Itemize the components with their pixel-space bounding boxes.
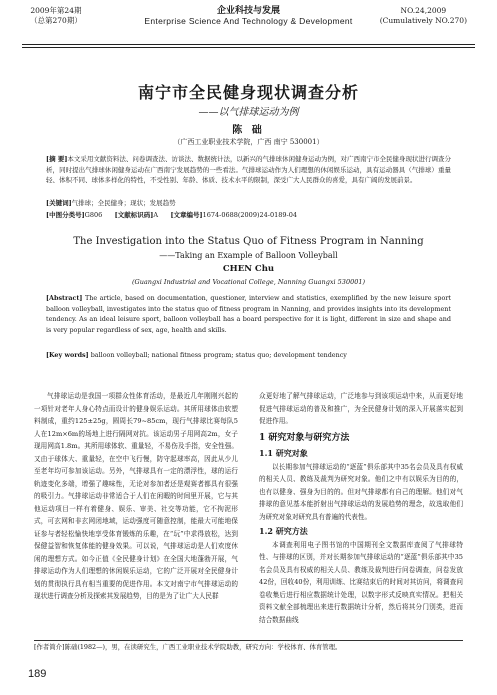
section-heading: 1 研究对象与研究方法	[259, 432, 350, 443]
abstract-text: 本文采用文献资料法、问卷调查法、访谈法、数据统计法，以新兴的气排球休闲健身运动为例，对广西南宁市全民健身现状进行调查分析，同时提出气排球休闲健身运动在广西南宁发展趋势的一些看法。气排球运动作为人们理想的休闲娱乐运动，具有运动器具（气排球）重量轻、体积不同、球体多样化的特性，不受性别、年龄、体质、技术水平的限制，深受广大人民群众的喜爱，具有广阔的发展前景。	[46, 155, 451, 185]
article-title: 南宁市全民健身现状调查分析	[137, 83, 359, 102]
en-abstract-label: [Abstract]	[46, 294, 83, 302]
en-keywords-text: balloon volleyball; national fitness program; status quo; development tendency	[90, 351, 347, 359]
author: 陈 础	[232, 125, 265, 136]
en-abstract-text: The article, based on documentation, questioner, interview and statistics, exemplified by the new leisure sport balloon volleyball, investigates into the status quo of fitness program in Nanning, and provides insights into its development tendency. As an ideal leisure sport, balloon volleyball has a board perspective for it is light, different in size and shape and is very popular regardless of sex, age, health and skills.	[46, 294, 451, 334]
header-issue-en: NO.24,2009	[400, 6, 447, 15]
body-paragraph: 本调查利用电子图书馆的中国期刊全文数据库查阅了气排球特性、与排球的区别，并对长期参加气排球运动的“逐蓝”俱乐部其中35名会员及具有权威的相关人员、教练及裁判进行问卷调查，问卷发放42份，回收40份，利用训练、比赛结束后的时间对其访问，将调查问卷收集后进行相应数据统计处理，以数字形式反映真实情况。把相关资料文献全部梳理出来进行数据统计分析，然后将其分门别类，进而结合数据曲线	[259, 540, 463, 624]
journal-name-cn: 企业科技与发展	[216, 6, 280, 16]
doc-code-label: [文献标识码]	[114, 211, 154, 219]
header-issue: 2009年第24期	[30, 6, 82, 15]
en-title: The Investigation into the Status Quo of Fitness Program in Nanning	[73, 236, 424, 247]
header-rule-top	[22, 44, 475, 45]
en-subtitle: ——Taking an Example of Balloon Volleyball	[159, 251, 338, 260]
abstract-en	[46, 293, 451, 335]
header-total-en: (Cumulatively NO.270)	[379, 16, 467, 25]
body-column-right	[259, 390, 463, 626]
body-paragraph: 气排球运动是我国一项群众性体育活动，是最近几年刚刚兴起的一项针对老年人身心特点而设计的健身娱乐运动。其所用球体由软塑料制成，重约125±25g，圆周长79~85cm，现行气排球比赛每队5人在12m×6m的场地上进行隔网对抗。该运动男子用网高2m，女子现用网高1.8m。其所用球体软、重量轻，不易伤及手指，安全性强。又由于球体大、重量轻，在空中飞行慢，防守起球率高，因此从少儿至老年均可参加该运动。另外，气排球具有一定的漂浮性，球的运行轨迹变化多端，增强了趣味性，无论对参加者还是观赛者都具有很强的吸引力。气排球运动非常适合于人们在闲暇的时间里开展，它与其他运动项目一样有着健身、娱乐、审美、社交等功能，它不拘泥形式，可玄网和非玄网闭地域，运动强度可随意控制，能最大可能地保证参与者轻松愉快地享受体育锻炼的乐趣，在“玩”中求得放松，达到保健益智和恢复体能的健身效果。可以说，气排球运动是人们欢度休闲的理想方式。如今正值《全民健身计划》在全国大地蓬勃开展，气排球运动作为人们理想的休闲娱乐运动，它的广泛开展对全民健身计划的贯彻执行具有相当重要的促进作用。本文对南宁市气排球运动的现状进行调查分析及探索其发展趋势，目的是为了让广大人民群	[34, 392, 238, 600]
clc-value: G806	[84, 211, 103, 219]
body-paragraph-continued: 众更好地了解气排球运动，广泛地参与到该项运动中来，从而更好地促进气排球运动的普及和推广，为全民健身计划的深入开展落实起到促进作用。	[259, 392, 463, 425]
abstract-cn	[46, 154, 451, 186]
abstract-label: [摘 要]	[46, 155, 68, 163]
subsection-heading: 1.2 研究方法	[259, 526, 308, 536]
keywords-cn	[46, 198, 451, 209]
classification-line	[46, 210, 451, 221]
header-right	[380, 6, 467, 26]
en-keywords-label: [Key words]	[46, 351, 89, 359]
page-number: 189	[28, 668, 47, 680]
keywords-text: 气排球；全民健身；现状；发展趋势	[71, 199, 176, 207]
en-author: CHEN Chu	[222, 264, 275, 274]
running-header	[22, 6, 475, 44]
article-no-label: [文章编号]	[170, 211, 203, 219]
article-no-value: 1674-0688(2009)24-0189-04	[202, 211, 297, 219]
en-affiliation: (Guangxi Industrial and Vocational College, Nanning Guangxi 530001)	[131, 278, 366, 286]
header-rule-bottom	[22, 47, 475, 48]
affiliation: （广西工业职业技术学院，广西 南宁 530001）	[173, 138, 324, 146]
body-column-left	[34, 390, 238, 603]
header-total: （总第270期）	[30, 16, 82, 25]
keywords-en	[46, 350, 451, 360]
clc-label: [中图分类号]	[46, 211, 85, 219]
journal-name-en: Enterprise Science And Technology & Development	[144, 16, 353, 26]
doc-code-value: A	[153, 211, 159, 219]
author-footnote: [作者简介]陈础(1982—)，男，在读研究生，广西工业职业技术学院助教，研究方向：学校体育、体育管理。	[34, 640, 463, 652]
subsection-heading: 1.1 研究对象	[259, 448, 308, 458]
keywords-label: [关键词]	[46, 199, 72, 207]
article-subtitle: ——以气排球运动为例	[198, 107, 299, 118]
body-paragraph: 以长期参加气排球运动的“逐蓝”俱乐部其中35名会员及具有权威的相关人员、教练及裁判为研究对象。他们之中有以娱乐为目的的，也有以健身、强身为目的的。但对气排球都有自己的理解。他们对气排球的意见基本能折射出气排球运动的发展趋势的理念，故选取他们为研究对象对研究具有普遍的代表性。	[259, 462, 463, 521]
